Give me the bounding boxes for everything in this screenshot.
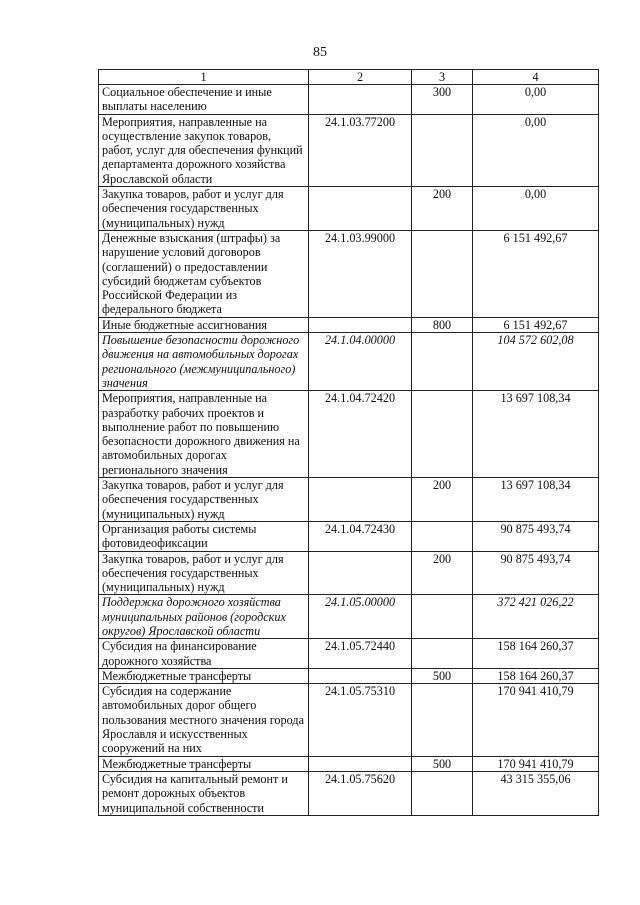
row-name: Закупка товаров, работ и услуг для обеспечения государственных (муниципальных) нужд (99, 187, 309, 231)
table-row (99, 668, 599, 683)
row-code: 24.1.05.75620 (309, 771, 412, 815)
row-expense-type: 300 (412, 85, 473, 115)
table-row (99, 391, 599, 478)
row-code: 24.1.05.75310 (309, 684, 412, 756)
table-row (99, 333, 599, 391)
row-expense-type: 800 (412, 317, 473, 332)
row-expense-type: 500 (412, 668, 473, 683)
row-code: 24.1.05.72440 (309, 639, 412, 669)
row-code (309, 756, 412, 771)
row-code (309, 478, 412, 522)
header-col-1: 1 (99, 70, 309, 85)
table-row (99, 756, 599, 771)
row-amount: 90 875 493,74 (473, 521, 599, 551)
table-row (99, 771, 599, 815)
row-amount: 158 164 260,37 (473, 639, 599, 669)
page-number: 85 (313, 45, 327, 60)
row-name: Мероприятия, направленные на разработку рабочих проектов и выполнение работ по повышению безопасности дорожного движения на автомобильных дорогах регионального значения (99, 391, 309, 478)
row-expense-type (412, 771, 473, 815)
budget-table (98, 69, 599, 816)
table-row (99, 639, 599, 669)
row-code (309, 668, 412, 683)
header-col-3: 3 (412, 70, 473, 85)
row-code: 24.1.03.99000 (309, 230, 412, 317)
table-row (99, 478, 599, 522)
row-amount: 6 151 492,67 (473, 230, 599, 317)
row-name: Межбюджетные трансферты (99, 756, 309, 771)
row-expense-type (412, 521, 473, 551)
row-expense-type: 200 (412, 478, 473, 522)
row-code (309, 551, 412, 595)
table-row (99, 85, 599, 115)
row-name: Закупка товаров, работ и услуг для обеспечения государственных (муниципальных) нужд (99, 478, 309, 522)
table-body (99, 85, 599, 816)
row-amount: 90 875 493,74 (473, 551, 599, 595)
row-code (309, 187, 412, 231)
row-name: Повышение безопасности дорожного движения на автомобильных дорогах регионального (межмуниципального) значения (99, 333, 309, 391)
row-name: Организация работы системы фотовидеофиксации (99, 521, 309, 551)
header-col-4: 4 (473, 70, 599, 85)
row-expense-type: 200 (412, 551, 473, 595)
row-expense-type (412, 595, 473, 639)
table-row (99, 551, 599, 595)
row-code (309, 85, 412, 115)
row-amount: 6 151 492,67 (473, 317, 599, 332)
row-name: Социальное обеспечение и иные выплаты населению (99, 85, 309, 115)
row-expense-type (412, 639, 473, 669)
row-code: 24.1.04.72420 (309, 391, 412, 478)
row-expense-type (412, 333, 473, 391)
row-name: Мероприятия, направленные на осуществление закупок товаров, работ, услуг для обеспечения функций департамента дорожного хозяйства Ярославской области (99, 114, 309, 186)
row-name: Субсидия на содержание автомобильных дорог общего пользования местного значения города Ярославля и искусственных сооружений на них (99, 684, 309, 756)
row-amount: 372 421 026,22 (473, 595, 599, 639)
table-row (99, 317, 599, 332)
row-amount: 0,00 (473, 85, 599, 115)
row-amount: 170 941 410,79 (473, 684, 599, 756)
row-code (309, 317, 412, 332)
row-name: Поддержка дорожного хозяйства муниципальных районов (городских округов) Ярославской области (99, 595, 309, 639)
table-row (99, 521, 599, 551)
row-name: Иные бюджетные ассигнования (99, 317, 309, 332)
table-row (99, 187, 599, 231)
row-code: 24.1.04.72430 (309, 521, 412, 551)
row-code: 24.1.05.00000 (309, 595, 412, 639)
row-expense-type (412, 391, 473, 478)
row-amount: 170 941 410,79 (473, 756, 599, 771)
table-row (99, 684, 599, 756)
row-code: 24.1.04.00000 (309, 333, 412, 391)
row-amount: 0,00 (473, 187, 599, 231)
row-expense-type (412, 684, 473, 756)
row-amount: 13 697 108,34 (473, 391, 599, 478)
table-row (99, 230, 599, 317)
row-name: Субсидия на финансирование дорожного хозяйства (99, 639, 309, 669)
row-name: Межбюджетные трансферты (99, 668, 309, 683)
row-name: Денежные взыскания (штрафы) за нарушение условий договоров (соглашений) о предоставлении субсидий бюджетам субъектов Российской Федерации из федерального бюджета (99, 230, 309, 317)
row-amount: 158 164 260,37 (473, 668, 599, 683)
row-name: Закупка товаров, работ и услуг для обеспечения государственных (муниципальных) нужд (99, 551, 309, 595)
header-row (99, 70, 599, 85)
row-expense-type (412, 114, 473, 186)
row-expense-type: 200 (412, 187, 473, 231)
row-amount: 104 572 602,08 (473, 333, 599, 391)
row-name: Субсидия на капитальный ремонт и ремонт дорожных объектов муниципальной собственности (99, 771, 309, 815)
table-row (99, 114, 599, 186)
table-header (99, 70, 599, 85)
row-amount: 13 697 108,34 (473, 478, 599, 522)
row-code: 24.1.03.77200 (309, 114, 412, 186)
row-amount: 0,00 (473, 114, 599, 186)
header-col-2: 2 (309, 70, 412, 85)
row-expense-type: 500 (412, 756, 473, 771)
table-row (99, 595, 599, 639)
row-expense-type (412, 230, 473, 317)
row-amount: 43 315 355,06 (473, 771, 599, 815)
